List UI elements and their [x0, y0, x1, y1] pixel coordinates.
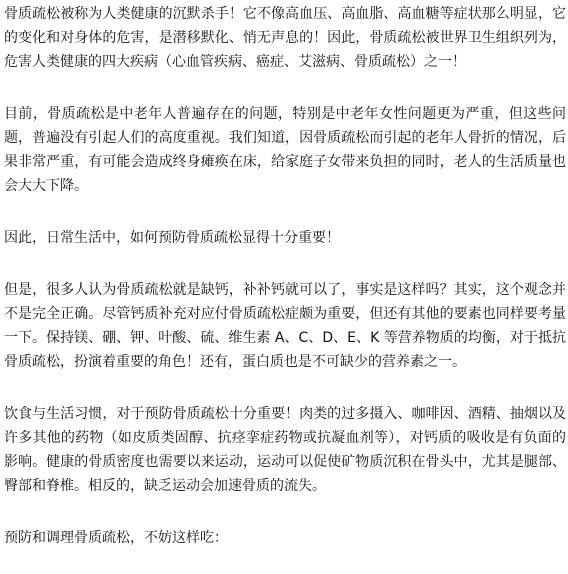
- paragraph-intro: 骨质疏松被称为人类健康的沉默杀手！它不像高血压、高血脂、高血糖等症状那么明显，它的变化和对身体的危害，是潜移默化、悄无声息的！因此，骨质疏松被世界卫生组织列为，危害人类健康的四大疾病（心血管疾病、癌症、艾滋病、骨质疏松）之一！: [4, 6, 566, 70]
- paragraph-diet-habits: 饮食与生活习惯，对于预防骨质疏松十分重要！肉类的过多摄入、咖啡因、酒精、抽烟以及许多其他的药物（如皮质类固醇、抗痉挛症药物或抗凝血剂等），对钙质的吸收是有负面的影响。健康的骨质密度也需要以来运动，运动可以促使矿物质沉积在骨头中，尤其是腿部、臀部和脊椎。相反的，缺乏运动会加速骨质的流失。: [4, 406, 566, 494]
- paragraph-importance: 因此，日常生活中，如何预防骨质疏松显得十分重要！: [4, 230, 340, 246]
- paragraph-prevention-lead: 预防和调理骨质疏松，不妨这样吃：: [4, 530, 228, 546]
- paragraph-calcium-misconception: 但是，很多人认为骨质疏松就是缺钙，补补钙就可以了，事实是这样吗？其实，这个观念并不是完全正确。尽管钙质补充对应付骨质疏松症颇为重要，但还有其他的要素也同样要考量一下。保持镁、硼、钾、叶酸、硫、维生素 A、C、D、E、K 等营养物质的均衡，对于抵抗骨质疏松，扮演着重要的角色！还有，蛋白质也是不可缺少的营养素之一。: [4, 282, 566, 370]
- article-body: [4, 2, 566, 550]
- paragraph-current-status: 目前，骨质疏松是中老年人普遍存在的问题，特别是中老年女性问题更为严重，但这些问题，普遍没有引起人们的高度重视。我们知道，因骨质疏松而引起的老年人骨折的情况，后果非常严重，有可能会造成终身瘫痪在床，给家庭子女带来负担的同时，老人的生活质量也会大大下降。: [4, 106, 566, 194]
